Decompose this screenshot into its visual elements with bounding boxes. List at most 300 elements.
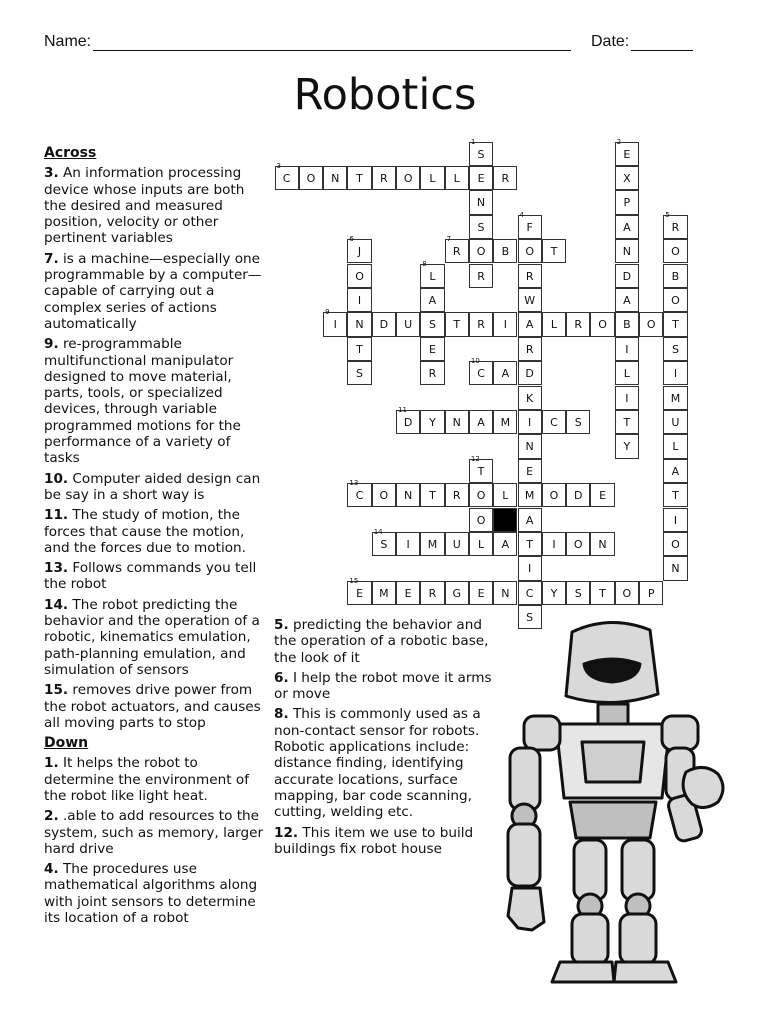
clue-number: 2.: [44, 808, 59, 825]
clue-number: 14.: [44, 596, 69, 613]
cell-letter: I: [552, 537, 556, 551]
grid-cell[interactable]: [542, 239, 566, 263]
clue-number: 15.: [44, 682, 69, 699]
clue-text: It helps the robot to determine the environment of the robot like light heat.: [44, 755, 249, 804]
grid-cell[interactable]: [590, 581, 614, 605]
clue-text: removes drive power from the robot actuators, and causes all moving parts to stop: [44, 682, 261, 731]
cell-letter: A: [428, 293, 437, 307]
clue-number-label: 13: [349, 479, 359, 488]
clue-text: Follows commands you tell the robot: [44, 560, 257, 593]
grid-cell[interactable]: [542, 410, 566, 434]
down-clue-list: [44, 755, 266, 926]
clue-number-label: 2: [616, 137, 622, 146]
cell-letter: L: [453, 171, 460, 185]
grid-cell[interactable]: [518, 410, 542, 434]
clue-number: 11.: [44, 507, 69, 524]
grid-cell[interactable]: [518, 508, 542, 532]
grid-cell[interactable]: [420, 166, 444, 190]
clue-number-label: 5: [665, 210, 670, 219]
grid-cell[interactable]: [615, 434, 639, 458]
grid-cell[interactable]: [518, 556, 542, 580]
cell-letter: N: [501, 586, 510, 600]
cell-letter: T: [453, 318, 461, 332]
grid-cell[interactable]: [469, 215, 493, 239]
grid-cell[interactable]: [518, 312, 542, 336]
grid-cell[interactable]: [372, 581, 396, 605]
down-clue-list-continued: [274, 617, 496, 857]
clue-number-label: 8: [422, 259, 427, 268]
cell-letter: N: [622, 245, 631, 259]
cell-letter: R: [525, 342, 534, 356]
grid-cell[interactable]: [663, 210, 687, 239]
grid-cell[interactable]: [566, 312, 590, 336]
clue-text: Computer aided design can be say in a short way is: [44, 470, 261, 503]
cell-letter: T: [356, 342, 363, 356]
cell-letter: R: [671, 220, 680, 234]
grid-cell[interactable]: [469, 483, 493, 507]
grid-cell[interactable]: [542, 532, 566, 556]
cell-letter: O: [306, 171, 316, 185]
grid-cell[interactable]: [469, 312, 493, 336]
cell-letter: O: [671, 537, 680, 551]
grid-cell[interactable]: [347, 479, 371, 507]
grid-cell[interactable]: [420, 337, 444, 361]
grid-cell[interactable]: [566, 581, 590, 605]
grid-cell[interactable]: [663, 410, 687, 434]
cell-letter: R: [477, 318, 485, 332]
grid-cell[interactable]: [372, 527, 396, 556]
cell-letter: O: [598, 318, 607, 332]
grid-cell[interactable]: [347, 576, 371, 605]
right-clue-column: [274, 617, 496, 861]
grid-cell[interactable]: [493, 532, 517, 556]
cell-letter: O: [525, 245, 534, 259]
grid-cell[interactable]: [493, 581, 517, 605]
grid-cell[interactable]: [542, 581, 566, 605]
cell-letter: I: [625, 342, 629, 356]
grid-cell[interactable]: [518, 210, 542, 239]
robot-left-upper-arm: [510, 748, 540, 810]
clue-text: I help the robot move it arms or move: [274, 669, 492, 703]
grid-cell[interactable]: [445, 166, 469, 190]
grid-cell[interactable]: [347, 288, 371, 312]
grid-cell[interactable]: [347, 166, 371, 190]
across-clue: [44, 165, 266, 246]
grid-cell[interactable]: [420, 532, 444, 556]
cell-letter: L: [623, 367, 630, 381]
cell-letter: W: [524, 293, 536, 307]
grid-cell[interactable]: [323, 308, 347, 336]
cell-letter: B: [501, 245, 510, 259]
cell-letter: L: [429, 269, 436, 283]
grid-cell[interactable]: [518, 483, 542, 507]
across-heading: Across: [44, 145, 97, 161]
robot-right-foot: [614, 962, 676, 982]
cell-letter: I: [673, 513, 678, 527]
clue-number: 6.: [274, 669, 289, 686]
grid-cell[interactable]: [299, 166, 323, 190]
across-clue: [44, 597, 266, 678]
clue-text: The procedures use mathematical algorithms along with joint sensors to determine its location of a robot: [44, 861, 258, 927]
cell-letter: S: [574, 586, 582, 600]
cell-letter: A: [623, 293, 631, 307]
grid-cell[interactable]: [347, 264, 371, 288]
grid-cell[interactable]: [469, 508, 493, 532]
cell-letter: R: [452, 489, 461, 503]
cell-letter: D: [403, 415, 413, 429]
grid-cell[interactable]: [469, 190, 493, 214]
grid-cell[interactable]: [493, 483, 517, 507]
cell-letter: E: [428, 342, 436, 356]
down-clue: [274, 670, 496, 703]
clue-text: This is commonly used as a non-contact sensor for robots. Robotic applications include: distance finding, identifying accurate locations, surface mapping, bar code scanning, cutting, welding etc.: [274, 706, 481, 821]
down-clue: [44, 755, 266, 804]
grid-cell[interactable]: [396, 312, 420, 336]
clue-number-label: 11: [398, 405, 407, 414]
grid-cell[interactable]: [663, 312, 687, 336]
cell-letter: C: [282, 171, 291, 185]
cell-letter: B: [671, 269, 680, 283]
grid-cell[interactable]: [469, 137, 493, 166]
down-clue: [44, 861, 266, 926]
grid-cell[interactable]: [469, 410, 493, 434]
cell-letter: O: [355, 269, 364, 283]
grid-cell[interactable]: [420, 483, 444, 507]
robot-left-foot: [552, 962, 614, 982]
grid-cell[interactable]: [347, 235, 371, 263]
grid-cell[interactable]: [663, 459, 687, 483]
cell-letter: O: [403, 171, 413, 185]
clue-text: The study of motion, the forces that cause the motion, and the forces due to motion.: [44, 507, 246, 556]
grid-cell[interactable]: [469, 532, 493, 556]
down-clue: [274, 706, 496, 820]
cell-letter: L: [550, 318, 558, 332]
clue-number: 4.: [44, 861, 59, 878]
cell-letter: U: [404, 318, 413, 332]
grid-cell[interactable]: [347, 312, 371, 336]
grid-cell[interactable]: [493, 166, 517, 190]
robot-chest-panel: [582, 742, 644, 782]
cell-letter: P: [647, 586, 655, 600]
clue-number: 13.: [44, 560, 69, 577]
cell-letter: S: [356, 367, 364, 381]
clue-number-label: 4: [519, 210, 524, 219]
clue-text: The robot predicting the behavior and the operation of a robotic, kinematics emulation, path-planning emulation, and simulation of sensors: [44, 596, 260, 678]
grid-cell[interactable]: [566, 532, 590, 556]
grid-cell[interactable]: [518, 386, 542, 410]
cell-letter: N: [331, 171, 340, 185]
cell-letter: R: [452, 245, 461, 259]
grid-cell[interactable]: [469, 357, 493, 385]
cell-letter: M: [427, 537, 438, 551]
cell-letter: I: [357, 293, 362, 307]
grid-cell[interactable]: [663, 434, 687, 458]
grid-cell[interactable]: [518, 361, 542, 385]
grid-cell[interactable]: [469, 239, 493, 263]
grid-cell[interactable]: [323, 166, 347, 190]
cell-letter: D: [574, 489, 583, 503]
cell-letter: O: [671, 245, 680, 259]
cell-letter: O: [573, 537, 583, 551]
cell-letter: M: [500, 415, 511, 429]
cell-letter: I: [528, 562, 532, 576]
cell-letter: A: [671, 464, 680, 478]
cell-letter: E: [356, 586, 364, 600]
grid-cell[interactable]: [590, 532, 614, 556]
cell-letter: R: [525, 269, 534, 283]
cell-letter: C: [525, 586, 534, 600]
grid-cell[interactable]: [615, 337, 639, 361]
grid-cell[interactable]: [590, 483, 614, 507]
grid-cell[interactable]: [663, 361, 687, 385]
grid-cell[interactable]: [493, 410, 517, 434]
cell-letter: I: [528, 415, 532, 429]
cell-letter: L: [502, 489, 509, 503]
cell-letter: A: [623, 220, 631, 234]
grid-cell[interactable]: [420, 288, 444, 312]
grid-cell[interactable]: [663, 264, 687, 288]
date-field[interactable]: [591, 33, 693, 51]
grid-cell[interactable]: [469, 264, 493, 288]
cell-letter: T: [356, 171, 363, 185]
grid-cell[interactable]: [469, 166, 493, 190]
grid-cell[interactable]: [518, 288, 542, 312]
cell-letter: O: [646, 318, 656, 332]
grid-cell[interactable]: [615, 215, 639, 239]
cell-letter: S: [526, 611, 534, 625]
cell-letter: L: [477, 537, 485, 551]
robot-left-thigh: [574, 840, 606, 900]
grid-cell[interactable]: [445, 235, 469, 263]
cell-letter: E: [526, 464, 534, 478]
cell-letter: J: [357, 245, 362, 259]
cell-letter: N: [598, 537, 607, 551]
clue-number-label: 15: [349, 576, 359, 585]
left-clue-column: [44, 145, 266, 930]
clue-number: 8.: [274, 706, 289, 723]
cell-letter: M: [524, 489, 535, 503]
grid-cell[interactable]: [518, 239, 542, 263]
grid-cell[interactable]: [372, 483, 396, 507]
grid-cell[interactable]: [396, 483, 420, 507]
grid-cell[interactable]: [615, 312, 639, 336]
clue-number-label: 14: [373, 527, 383, 536]
robot-left-forearm: [508, 824, 540, 886]
grid-cell[interactable]: [372, 312, 396, 336]
cell-letter: U: [671, 415, 680, 429]
cell-letter: Y: [623, 440, 631, 454]
grid-cell[interactable]: [615, 361, 639, 385]
grid-cell[interactable]: [469, 581, 493, 605]
cell-letter: T: [672, 489, 679, 503]
cell-letter: D: [622, 269, 632, 283]
grid-cell[interactable]: [663, 483, 687, 507]
cell-letter: R: [380, 171, 388, 185]
cell-letter: S: [671, 342, 679, 356]
date-line: [631, 36, 693, 51]
across-clue-list: [44, 165, 266, 731]
cell-letter: S: [574, 415, 582, 429]
cell-letter: G: [452, 586, 461, 600]
cell-letter: A: [477, 415, 485, 429]
grid-cell[interactable]: [347, 337, 371, 361]
grid-cell[interactable]: [663, 532, 687, 556]
cell-letter: I: [333, 318, 337, 332]
clue-number: 10.: [44, 470, 69, 487]
grid-cell[interactable]: [615, 166, 639, 190]
grid-cell[interactable]: [663, 556, 687, 580]
clue-text: An information processing device whose inputs are both the desired and measured position, velocity or other pertinent variables: [44, 165, 245, 247]
cell-letter: A: [525, 513, 534, 527]
cell-letter: E: [623, 147, 631, 161]
grid-cell[interactable]: [518, 581, 542, 605]
cell-letter: I: [625, 391, 629, 405]
cell-letter: M: [670, 391, 681, 405]
name-label: Name:: [44, 33, 92, 50]
grid-cell[interactable]: [372, 166, 396, 190]
grid-cell[interactable]: [663, 508, 687, 532]
grid-cell[interactable]: [347, 361, 371, 385]
grid-cell[interactable]: [493, 239, 517, 263]
cell-letter: T: [550, 245, 558, 259]
across-clue: [44, 507, 266, 556]
grid-cell[interactable]: [469, 454, 493, 483]
cell-letter: M: [379, 586, 389, 600]
robot-illustration: [490, 612, 730, 992]
grid-cell[interactable]: [493, 312, 517, 336]
cell-letter: O: [476, 489, 486, 503]
cell-letter: N: [476, 196, 486, 210]
clue-number: 12.: [274, 824, 299, 841]
cell-letter: Y: [550, 586, 558, 600]
grid-cell[interactable]: [566, 410, 590, 434]
grid-cell[interactable]: [420, 312, 444, 336]
grid-cell[interactable]: [615, 239, 639, 263]
cell-letter: B: [623, 318, 631, 332]
grid-cell[interactable]: [590, 312, 614, 336]
grid-cell[interactable]: [566, 483, 590, 507]
grid-cell[interactable]: [396, 581, 420, 605]
grid-cell[interactable]: [396, 166, 420, 190]
cell-letter: R: [428, 367, 437, 381]
clue-text: .able to add resources to the system, such as memory, larger hard drive: [44, 808, 264, 857]
grid-cell[interactable]: [615, 410, 639, 434]
grid-cell[interactable]: [445, 312, 469, 336]
grid-cell[interactable]: [615, 386, 639, 410]
black-cell: [493, 508, 517, 532]
grid-cell[interactable]: [396, 532, 420, 556]
grid-cell[interactable]: [420, 581, 444, 605]
clue-number-label: 10: [470, 357, 480, 366]
grid-cell[interactable]: [420, 361, 444, 385]
grid-cell[interactable]: [445, 581, 469, 605]
cell-letter: C: [477, 367, 485, 381]
clue-number: 3.: [44, 165, 59, 182]
cell-letter: A: [501, 367, 510, 381]
cell-letter: E: [404, 586, 412, 600]
grid-cell[interactable]: [663, 288, 687, 312]
grid-cell[interactable]: [639, 312, 663, 336]
grid-cell[interactable]: [663, 386, 687, 410]
clue-number: 9.: [44, 336, 59, 353]
grid-cell[interactable]: [396, 405, 420, 434]
cell-letter: S: [380, 537, 388, 551]
grid-cell[interactable]: [518, 337, 542, 361]
clue-number: 7.: [44, 250, 59, 267]
clue-number-label: 9: [325, 308, 330, 317]
cell-letter: N: [452, 415, 461, 429]
grid-cell[interactable]: [518, 434, 542, 458]
cell-letter: Y: [429, 415, 436, 429]
cell-letter: N: [671, 562, 680, 576]
cell-letter: T: [429, 489, 436, 503]
grid-cell[interactable]: [493, 361, 517, 385]
clue-number-label: 12: [470, 454, 480, 463]
cell-letter: T: [672, 318, 679, 332]
cell-letter: I: [503, 318, 507, 332]
across-clue: [44, 682, 266, 731]
grid-cell[interactable]: [639, 581, 663, 605]
cell-letter: T: [599, 586, 606, 600]
cell-letter: A: [501, 537, 510, 551]
grid-cell[interactable]: [518, 264, 542, 288]
across-clue: [44, 471, 266, 504]
grid-cell[interactable]: [518, 459, 542, 483]
grid-cell[interactable]: [542, 483, 566, 507]
cell-letter: N: [525, 440, 534, 454]
name-line: [93, 36, 571, 51]
cell-letter: S: [477, 147, 485, 161]
grid-cell[interactable]: [615, 264, 639, 288]
grid-cell[interactable]: [615, 288, 639, 312]
grid-cell[interactable]: [663, 239, 687, 263]
grid-cell[interactable]: [518, 532, 542, 556]
robot-right-hand: [683, 767, 723, 807]
cell-letter: R: [428, 586, 437, 600]
grid-cell[interactable]: [420, 259, 444, 288]
page-title: Robotics: [293, 70, 477, 120]
down-clue: [44, 808, 266, 857]
grid-cell[interactable]: [275, 161, 299, 190]
down-heading: Down: [44, 735, 89, 752]
grid-cell[interactable]: [420, 410, 444, 434]
name-field[interactable]: [44, 33, 571, 51]
cell-letter: R: [501, 171, 510, 185]
robot-left-hand: [508, 888, 544, 930]
cell-letter: K: [526, 391, 534, 405]
grid-cell[interactable]: [663, 337, 687, 361]
cell-letter: S: [477, 220, 485, 234]
grid-cell[interactable]: [615, 190, 639, 214]
cell-letter: R: [477, 269, 485, 283]
grid-cell[interactable]: [542, 312, 566, 336]
cell-letter: E: [477, 586, 485, 600]
robot-hips: [570, 802, 656, 838]
grid-cell[interactable]: [445, 532, 469, 556]
grid-cell[interactable]: [445, 483, 469, 507]
grid-cell[interactable]: [615, 137, 639, 166]
cell-letter: N: [404, 489, 413, 503]
across-clue: [44, 560, 266, 593]
clue-number-label: 3: [276, 161, 281, 170]
cell-letter: O: [379, 489, 389, 503]
grid-cell[interactable]: [445, 410, 469, 434]
cell-letter: O: [671, 293, 680, 307]
cell-letter: L: [429, 171, 436, 185]
across-clue: [44, 251, 266, 332]
grid-cell[interactable]: [615, 581, 639, 605]
cell-letter: X: [623, 171, 631, 185]
